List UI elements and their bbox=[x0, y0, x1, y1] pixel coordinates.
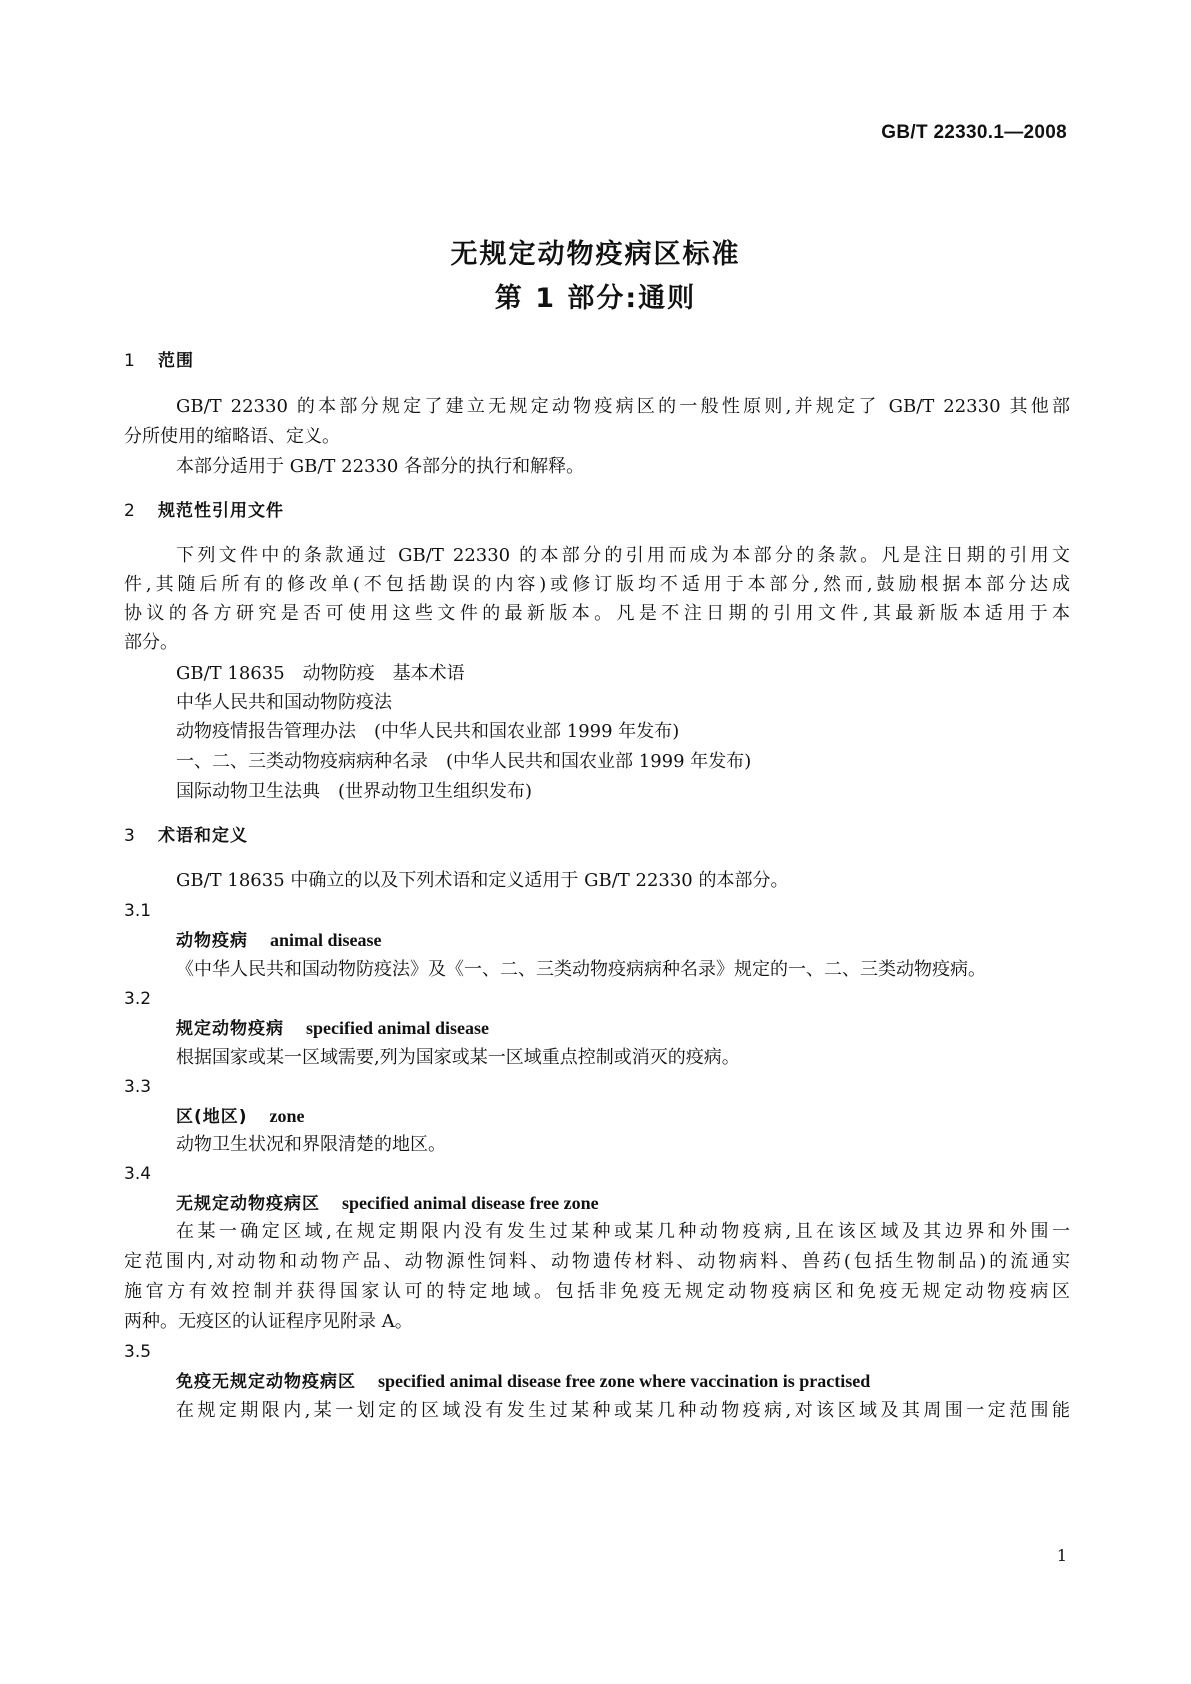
term-definition: 施官方有效控制并获得国家认可的特定地域。包括非免疫无规定动物疫病区和免疫无规定动物疫病区 bbox=[124, 1281, 1070, 1302]
term-heading bbox=[176, 1015, 489, 1042]
term-number: 3.2 bbox=[124, 989, 152, 1009]
term-number: 3.1 bbox=[124, 901, 152, 921]
term-zh: 免疫无规定动物疫病区 bbox=[176, 1372, 356, 1392]
term-zh: 无规定动物疫病区 bbox=[176, 1194, 320, 1214]
reference-item: GB/T 18635 动物防疫 基本术语 bbox=[176, 663, 465, 684]
document-subtitle: 第 1 部分:通则 bbox=[494, 283, 697, 314]
term-number: 3.4 bbox=[124, 1164, 152, 1184]
section-heading-scope bbox=[124, 348, 194, 374]
reference-item: 国际动物卫生法典 (世界动物卫生组织发布) bbox=[176, 781, 533, 802]
reference-item: 一、二、三类动物疫病病种名录 (中华人民共和国农业部 1999 年发布) bbox=[176, 751, 752, 772]
section-heading-terms-definitions bbox=[124, 823, 248, 849]
section-number: 1 bbox=[124, 351, 135, 371]
reference-item: 中华人民共和国动物防疫法 bbox=[176, 692, 392, 713]
term-number: 3.3 bbox=[124, 1077, 152, 1097]
paragraph-line: 协议的各方研究是否可使用这些文件的最新版本。凡是不注日期的引用文件,其最新版本适用于本 bbox=[124, 603, 1070, 624]
paragraph-line: 件,其随后所有的修改单(不包括勘误的内容)或修订版均不适用于本部分,然而,鼓励根据本部分达成 bbox=[124, 574, 1070, 595]
term-zh: 动物疫病 bbox=[176, 931, 248, 951]
paragraph-line: GB/T 18635 中确立的以及下列术语和定义适用于 GB/T 22330 的本部分。 bbox=[176, 870, 789, 891]
term-en: specified animal disease free zone bbox=[342, 1193, 599, 1213]
paragraph-line: 分所使用的缩略语、定义。 bbox=[124, 426, 340, 447]
paragraph-line: 部分。 bbox=[124, 632, 178, 653]
term-definition: 在某一确定区域,在规定期限内没有发生过某种或某几种动物疫病,且在该区域及其边界和外围一 bbox=[176, 1221, 1070, 1242]
term-en: specified animal disease free zone where vaccination is practised bbox=[378, 1371, 871, 1391]
section-title: 范围 bbox=[158, 351, 194, 371]
term-heading bbox=[176, 927, 382, 954]
term-definition: 根据国家或某一区域需要,列为国家或某一区域重点控制或消灭的疫病。 bbox=[176, 1047, 740, 1068]
document-title: 无规定动物疫病区标准 bbox=[450, 239, 741, 270]
section-number: 2 bbox=[124, 501, 135, 521]
term-zh: 区(地区) bbox=[176, 1107, 248, 1127]
page-number: 1 bbox=[1056, 1546, 1067, 1565]
term-definition: 两种。无疫区的认证程序见附录 A。 bbox=[124, 1311, 413, 1332]
term-definition: 定范围内,对动物和动物产品、动物源性饲料、动物遗传材料、动物病料、兽药(包括生物制品)的流通实 bbox=[124, 1251, 1070, 1272]
paragraph-line: 本部分适用于 GB/T 22330 各部分的执行和解释。 bbox=[176, 456, 585, 477]
term-zh: 规定动物疫病 bbox=[176, 1019, 284, 1039]
term-definition: 在规定期限内,某一划定的区域没有发生过某种或某几种动物疫病,对该区域及其周围一定范围能 bbox=[176, 1400, 1070, 1421]
term-en: animal disease bbox=[270, 930, 382, 950]
section-title: 规范性引用文件 bbox=[158, 501, 284, 521]
paragraph-line: GB/T 22330 的本部分规定了建立无规定动物疫病区的一般性原则,并规定了 GB/T 22330 其他部 bbox=[176, 396, 1070, 417]
standard-number: GB/T 22330.1—2008 bbox=[881, 122, 1067, 143]
section-number: 3 bbox=[124, 826, 135, 846]
section-heading-normative-references bbox=[124, 498, 284, 524]
term-heading bbox=[176, 1103, 305, 1130]
paragraph-line: 下列文件中的条款通过 GB/T 22330 的本部分的引用而成为本部分的条款。凡是注日期的引用文 bbox=[176, 545, 1070, 566]
term-definition: 《中华人民共和国动物防疫法》及《一、二、三类动物疫病病种名录》规定的一、二、三类动物疫病。 bbox=[176, 959, 986, 980]
term-heading bbox=[176, 1368, 870, 1395]
term-definition: 动物卫生状况和界限清楚的地区。 bbox=[176, 1134, 446, 1155]
term-number: 3.5 bbox=[124, 1342, 152, 1362]
section-title: 术语和定义 bbox=[158, 826, 248, 846]
reference-item: 动物疫情报告管理办法 (中华人民共和国农业部 1999 年发布) bbox=[176, 721, 680, 742]
term-en: specified animal disease bbox=[306, 1018, 489, 1038]
term-heading bbox=[176, 1190, 599, 1217]
term-en: zone bbox=[269, 1106, 305, 1126]
